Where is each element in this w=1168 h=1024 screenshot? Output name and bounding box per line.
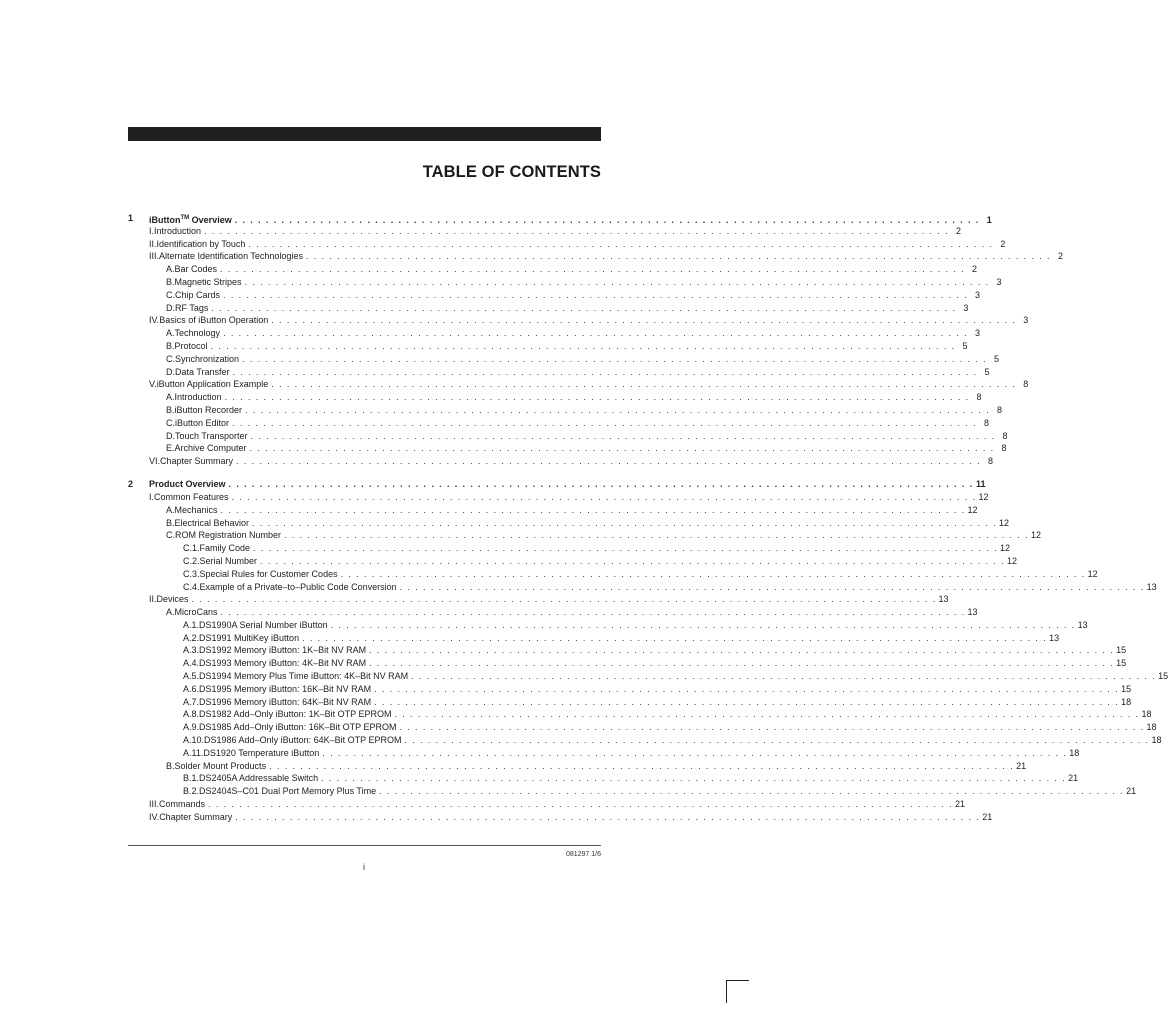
dot-leader: . . . . . . . . . . . . . . . . . . . . . . . . . . . . . . . . . . . . . . . . . . . . . . . . . . . . . . . . . . . . . . . . . . . . . . . . . . . . . . . . . . . . . . . . . . . . . . . . <box>242 353 988 364</box>
toc-entry[interactable] <box>128 683 1132 696</box>
page-ref: 8 <box>997 404 1003 415</box>
entry-label: DS1990A Serial Number iButton <box>199 619 328 630</box>
page-number: i <box>363 862 365 872</box>
dot-leader: . . . . . . . . . . . . . . . . . . . . . . . . . . . . . . . . . . . . . . . . . . . . . . . . . . . . . . . . . . . . . . . . . . . . . . . . . . . . . . . . . . . . . . . . . . . . . . . . <box>232 417 978 428</box>
toc-chapter-row[interactable] <box>128 478 986 491</box>
entry-number: B.2. <box>183 786 200 797</box>
dot-leader: . . . . . . . . . . . . . . . . . . . . . . . . . . . . . . . . . . . . . . . . . . . . . . . . . . . . . . . . . . . . . . . . . . . . . . . . . . . . . . . . . . . . . . . . . . . . . . . . <box>248 238 994 249</box>
page-ref: 12 <box>1007 555 1018 566</box>
page-ref: 15 <box>1121 683 1132 694</box>
chapter-title: Product Overview <box>149 479 226 490</box>
page-ref: 5 <box>962 340 968 351</box>
entry-label: Mechanics <box>174 504 218 515</box>
toc-entry[interactable] <box>128 225 962 238</box>
dot-leader: . . . . . . . . . . . . . . . . . . . . . . . . . . . . . . . . . . . . . . . . . . . . . . . . . . . . . . . . . . . . . . . . . . . . . . . . . . . . . . . . . . . . . . . . . . . . . . . . <box>322 747 1068 758</box>
toc-entry[interactable] <box>128 378 1029 391</box>
entry-label: Data Transfer <box>175 366 230 377</box>
page-ref: 2 <box>972 264 978 275</box>
page-ref: 21 <box>1126 786 1137 797</box>
toc-entry[interactable] <box>128 568 1098 581</box>
entry-number: A.4. <box>183 658 200 669</box>
entry-number: A. <box>166 607 175 618</box>
entry-number: A. <box>166 264 175 275</box>
dot-leader: . . . . . . . . . . . . . . . . . . . . . . . . . . . . . . . . . . . . . . . . . . . . . . . . . . . . . . . . . . . . . . . . . . . . . . . . . . . . . . . . . . . . . . . . . . . . . . . . <box>245 404 991 415</box>
entry-number: II. <box>149 594 157 605</box>
entry-label: DS1982 Add–Only iButton: 1K–Bit OTP EPROM <box>199 709 392 720</box>
entry-number: A.6. <box>183 683 200 694</box>
entry-label: Commands <box>159 799 206 810</box>
toc-entry[interactable] <box>128 289 981 302</box>
toc-entry[interactable] <box>128 314 1029 327</box>
page-ref: 12 <box>999 517 1010 528</box>
entry-number: A.2. <box>183 632 200 643</box>
page-ref: 2 <box>956 225 962 236</box>
dot-leader: . . . . . . . . . . . . . . . . . . . . . . . . . . . . . . . . . . . . . . . . . . . . . . . . . . . . . . . . . . . . . . . . . . . . . . . . . . . . . . . . . . . . . . . . . . . . . . . . <box>271 379 1017 390</box>
entry-label: Example of a Private–to–Public Code Conversion <box>199 581 397 592</box>
table-of-contents <box>128 212 1168 824</box>
chapter-number: 2 <box>128 479 134 490</box>
entry-label: ROM Registration Number <box>175 530 282 541</box>
entry-number: A.5. <box>183 671 200 682</box>
toc-entry[interactable] <box>128 708 1152 721</box>
toc-entry[interactable] <box>128 542 1011 555</box>
page-ref: 2 <box>1057 251 1063 262</box>
page-ref: 18 <box>1151 735 1162 746</box>
page-ref: 12 <box>1031 530 1042 541</box>
dot-leader: . . . . . . . . . . . . . . . . . . . . . . . . . . . . . . . . . . . . . . . . . . . . . . . . . . . . . . . . . . . . . . . . . . . . . . . . . . . . . . . . . . . . . . . . . . . . . . . . <box>236 456 982 467</box>
page-ref: 21 <box>1068 773 1079 784</box>
entry-label: Special Rules for Customer Codes <box>199 568 338 579</box>
toc-entry[interactable] <box>128 430 1008 443</box>
entry-label: Chapter Summary <box>159 811 233 822</box>
entry-label: DS2405A Addressable Switch <box>199 773 319 784</box>
page-ref: 21 <box>1016 760 1027 771</box>
entry-label: Basics of iButton Operation <box>159 315 269 326</box>
entry-label: DS1996 Memory iButton: 64K–Bit NV RAM <box>199 696 372 707</box>
entry-label: iButton Editor <box>175 417 230 428</box>
dot-leader: . . . . . . . . . . . . . . . . . . . . . . . . . . . . . . . . . . . . . . . . . . . . . . . . . . . . . . . . . . . . . . . . . . . . . . . . . . . . . . . . . . . . . . . . . . . . . . . . <box>252 517 998 528</box>
toc-entry[interactable] <box>128 734 1162 747</box>
page-ref: 8 <box>976 392 982 403</box>
dot-leader: . . . . . . . . . . . . . . . . . . . . . . . . . . . . . . . . . . . . . . . . . . . . . . . . . . . . . . . . . . . . . . . . . . . . . . . . . . . . . . . . . . . . . . . . . . . . . . . . <box>250 430 996 441</box>
entry-label: Alternate Identification Technologies <box>159 251 303 262</box>
entry-label: iButton Recorder <box>174 404 243 415</box>
entry-label: Chip Cards <box>175 289 221 300</box>
dot-leader: . . . . . . . . . . . . . . . . . . . . . . . . . . . . . . . . . . . . . . . . . . . . . . . . . . . . . . . . . . . . . . . . . . . . . . . . . . . . . . . . . . . . . . . . . . . . . . . . <box>305 251 1051 262</box>
dot-leader: . . . . . . . . . . . . . . . . . . . . . . . . . . . . . . . . . . . . . . . . . . . . . . . . . . . . . . . . . . . . . . . . . . . . . . . . . . . . . . . . . . . . . . . . . . . . . . . . <box>404 735 1150 746</box>
entry-number: C. <box>166 530 175 541</box>
page-ref: 2 <box>1000 238 1006 249</box>
page-ref: 3 <box>963 302 969 313</box>
dot-leader: . . . . . . . . . . . . . . . . . . . . . . . . . . . . . . . . . . . . . . . . . . . . . . . . . . . . . . . . . . . . . . . . . . . . . . . . . . . . . . . . . . . . . . . . . . . . . . . . <box>231 491 977 502</box>
entry-number: B. <box>166 517 175 528</box>
entry-number: B. <box>166 760 175 771</box>
page-ref: 18 <box>1121 696 1132 707</box>
entry-label: DS1920 Temperature iButton <box>203 747 320 758</box>
dot-leader: . . . . . . . . . . . . . . . . . . . . . . . . . . . . . . . . . . . . . . . . . . . . . . . . . . . . . . . . . . . . . . . . . . . . . . . . . . . . . . . . . . . . . . . . . . . . . . . . <box>302 632 1048 643</box>
entry-number: IV. <box>149 315 160 326</box>
toc-entry[interactable] <box>128 760 1027 773</box>
toc-entry[interactable] <box>128 302 969 315</box>
entry-number: VI. <box>149 456 161 467</box>
entry-number: I. <box>149 225 155 236</box>
entry-number: B. <box>166 404 175 415</box>
dot-leader: . . . . . . . . . . . . . . . . . . . . . . . . . . . . . . . . . . . . . . . . . . . . . . . . . . . . . . . . . . . . . . . . . . . . . . . . . . . . . . . . . . . . . . . . . . . . . . . . <box>330 619 1076 630</box>
entry-number: A. <box>166 504 175 515</box>
entry-number: D. <box>166 302 175 313</box>
page-ref: 13 <box>1146 581 1157 592</box>
page-ref: 18 <box>1069 747 1080 758</box>
entry-number: A.9. <box>183 722 200 733</box>
footer-rule <box>128 845 601 846</box>
toc-entry[interactable] <box>128 555 1018 568</box>
entry-number: I. <box>149 491 155 502</box>
dot-leader: . . . . . . . . . . . . . . . . . . . . . . . . . . . . . . . . . . . . . . . . . . . . . . . . . . . . . . . . . . . . . . . . . . . . . . . . . . . . . . . . . . . . . . . . . . . . . . . . <box>399 722 1145 733</box>
page-ref: 3 <box>996 276 1002 287</box>
toc-entry[interactable] <box>128 366 990 379</box>
toc-entry[interactable] <box>128 250 1063 263</box>
page-ref: 21 <box>982 811 993 822</box>
dot-leader: . . . . . . . . . . . . . . . . . . . . . . . . . . . . . . . . . . . . . . . . . . . . . . . . . . . . . . . . . . . . . . . . . . . . . . . . . . . . . . . . . . . . . . . . . . . . . . . . <box>394 709 1140 720</box>
header-bar <box>128 127 601 141</box>
entry-label: Chapter Summary <box>160 456 234 467</box>
entry-number: C.2. <box>183 555 200 566</box>
page-ref: 15 <box>1116 658 1127 669</box>
page-ref: 3 <box>975 289 981 300</box>
toc-entry[interactable] <box>128 811 993 824</box>
page-ref: 3 <box>1023 315 1029 326</box>
page-ref: 12 <box>1000 543 1011 554</box>
dot-leader: . . . . . . . . . . . . . . . . . . . . . . . . . . . . . . . . . . . . . . . . . . . . . . . . . . . . . . . . . . . . . . . . . . . . . . . . . . . . . . . . . . . . . . . . . . . . . . . . <box>369 645 1115 656</box>
toc-entry[interactable] <box>128 391 982 404</box>
page-ref: 15 <box>1116 645 1127 656</box>
entry-number: C. <box>166 417 175 428</box>
entry-label: RF Tags <box>175 302 209 313</box>
entry-label: Devices <box>156 594 189 605</box>
dot-leader: . . . . . . . . . . . . . . . . . . . . . . . . . . . . . . . . . . . . . . . . . . . . . . . . . . . . . . . . . . . . . . . . . . . . . . . . . . . . . . . . . . . . . . . . . . . . . . . . <box>223 289 969 300</box>
dot-leader: . . . . . . . . . . . . . . . . . . . . . . . . . . . . . . . . . . . . . . . . . . . . . . . . . . . . . . . . . . . . . . . . . . . . . . . . . . . . . . . . . . . . . . . . . . . . . . . . <box>253 543 999 554</box>
dot-leader: . . . . . . . . . . . . . . . . . . . . . . . . . . . . . . . . . . . . . . . . . . . . . . . . . . . . . . . . . . . . . . . . . . . . . . . . . . . . . . . . . . . . . . . . . . . . . . . . <box>211 302 957 313</box>
entry-label: DS1985 Add–Only iButton: 16K–Bit OTP EPROM <box>199 722 397 733</box>
page-ref: 5 <box>994 353 1000 364</box>
crop-mark-icon <box>726 980 749 1003</box>
entry-number: III. <box>149 251 160 262</box>
toc-entry[interactable] <box>128 798 966 811</box>
page-ref: 12 <box>1087 568 1098 579</box>
entry-number: C. <box>166 353 175 364</box>
entry-label: DS2404S–C01 Dual Port Memory Plus Time <box>199 786 377 797</box>
entry-label: DS1994 Memory Plus Time iButton: 4K–Bit NV RAM <box>199 671 409 682</box>
entry-number: C.3. <box>183 568 200 579</box>
page-ref: 12 <box>967 504 978 515</box>
dot-leader: . . . . . . . . . . . . . . . . . . . . . . . . . . . . . . . . . . . . . . . . . . . . . . . . . . . . . . . . . . . . . . . . . . . . . . . . . . . . . . . . . . . . . . . . . . . . . . . . <box>269 760 1015 771</box>
entry-number: A. <box>166 328 175 339</box>
toc-entry[interactable] <box>128 340 968 353</box>
entry-number: A.3. <box>183 645 200 656</box>
entry-number: D. <box>166 366 175 377</box>
entry-label: Archive Computer <box>174 443 247 454</box>
entry-label: DS1986 Add–Only iButton: 64K–Bit OTP EPROM <box>204 735 402 746</box>
toc-entry[interactable] <box>128 606 978 619</box>
chapter-title: iButton™ Overview <box>149 215 232 225</box>
entry-label: DS1992 Memory iButton: 1K–Bit NV RAM <box>199 645 367 656</box>
document-code: 081297 1/6 <box>565 851 601 858</box>
entry-label: MicroCans <box>174 607 218 618</box>
entry-number: C.1. <box>183 543 200 554</box>
toc-entry[interactable] <box>128 529 1042 542</box>
entry-label: Family Code <box>199 543 251 554</box>
page-ref: 8 <box>1001 443 1007 454</box>
toc-entry[interactable] <box>128 657 1127 670</box>
dot-leader: . . . . . . . . . . . . . . . . . . . . . . . . . . . . . . . . . . . . . . . . . . . . . . . . . . . . . . . . . . . . . . . . . . . . . . . . . . . . . . . . . . . . . . . . . . . . . . . . <box>399 581 1145 592</box>
entry-label: DS1995 Memory iButton: 16K–Bit NV RAM <box>199 683 372 694</box>
page-ref: 8 <box>988 456 994 467</box>
toc-entry[interactable] <box>128 276 1002 289</box>
entry-number: C.4. <box>183 581 200 592</box>
page-ref: 8 <box>1023 379 1029 390</box>
page-ref: 11 <box>976 479 986 490</box>
dot-leader: . . . . . . . . . . . . . . . . . . . . . . . . . . . . . . . . . . . . . . . . . . . . . . . . . . . . . . . . . . . . . . . . . . . . . . . . . . . . . . . . . . . . . . . . . . . . . . . . <box>232 366 978 377</box>
toc-entry[interactable] <box>128 455 994 468</box>
toc-entry[interactable] <box>128 747 1080 760</box>
toc-entry[interactable] <box>128 632 1060 645</box>
dot-leader: . . . . . . . . . . . . . . . . . . . . . . . . . . . . . . . . . . . . . . . . . . . . . . . . . . . . . . . . . . . . . . . . . . . . . . . . . . . . . . . . . . . . . . . . . . . . . . . . <box>223 328 969 339</box>
entry-label: Synchronization <box>175 353 240 364</box>
page-ref: 18 <box>1141 709 1152 720</box>
page-ref: 13 <box>1077 619 1088 630</box>
entry-label: Magnetic Stripes <box>174 276 242 287</box>
toc-entry[interactable] <box>128 785 1137 798</box>
entry-number: D. <box>166 430 175 441</box>
toc-entry[interactable] <box>128 772 1079 785</box>
entry-label: Introduction <box>174 392 222 403</box>
dot-leader: . . . . . . . . . . . . . . . . . . . . . . . . . . . . . . . . . . . . . . . . . . . . . . . . . . . . . . . . . . . . . . . . . . . . . . . . . . . . . . . . . . . . . . . . . . . . . . . . <box>191 594 937 605</box>
toc-entry[interactable] <box>128 670 1168 683</box>
entry-number: A.11. <box>183 747 204 758</box>
entry-number: B.1. <box>183 773 200 784</box>
page-ref: 13 <box>1049 632 1060 643</box>
dot-leader: . . . . . . . . . . . . . . . . . . . . . . . . . . . . . . . . . . . . . . . . . . . . . . . . . . . . . . . . . . . . . . . . . . . . . . . . . . . . . . . . . . . . . . . . . . . . . . . . <box>244 276 990 287</box>
dot-leader: . . . . . . . . . . . . . . . . . . . . . . . . . . . . . . . . . . . . . . . . . . . . . . . . . . . . . . . . . . . . . . . . . . . . . . . . . . . . . . . . . . . . . . . . . . . . . . . . <box>379 786 1125 797</box>
dot-leader: . . . . . . . . . . . . . . . . . . . . . . . . . . . . . . . . . . . . . . . . . . . . . . . . . . . . . . . . . . . . . . . . . . . . . . . . . . . . . . . . . . . . . . . . . . . . . . . . <box>340 568 1086 579</box>
entry-number: V. <box>149 379 157 390</box>
chapter-number: 1 <box>128 213 134 223</box>
page-ref: 15 <box>1158 671 1168 682</box>
dot-leader: . . . . . . . . . . . . . . . . . . . . . . . . . . . . . . . . . . . . . . . . . . . . . . . . . . . . . . . . . . . . . . . . . . . . . . . . . . . . . . . . . . . . . . . . . . . . . . . . <box>204 225 950 236</box>
dot-leader: . . . . . . . . . . . . . . . . . . . . . . . . . . . . . . . . . . . . . . . . . . . . . . . . . . . . . . . . . . . . . . . . . . . . . . . . . . . . . . . . . . . . . . . . . . . . . . . . <box>260 555 1006 566</box>
entry-label: Touch Transporter <box>175 430 248 441</box>
dot-leader: . . . . . . . . . . . . . . . . . . . . . . . . . . . . . . . . . . . . . . . . . . . . . . . . . . . . . . . . . . . . . . . . . . . . . . . . . . . . . . . . . . . . . . . . . . . . . . . . <box>374 683 1120 694</box>
entry-label: Serial Number <box>199 555 258 566</box>
page-ref: 5 <box>984 366 990 377</box>
page-ref: 8 <box>1002 430 1008 441</box>
page-title: TABLE OF CONTENTS <box>422 163 601 181</box>
dot-leader: . . . . . . . . . . . . . . . . . . . . . . . . . . . . . . . . . . . . . . . . . . . . . . . . . . . . . . . . . . . . . . . . . . . . . . . . . . . . . . . . . . . . . . . . . . . . . . . . <box>411 671 1157 682</box>
entry-number: A.8. <box>183 709 200 720</box>
entry-number: A.1. <box>183 619 200 630</box>
toc-entry[interactable] <box>128 696 1132 709</box>
entry-label: Protocol <box>174 340 208 351</box>
page-ref: 21 <box>955 799 966 810</box>
trademark-mark: TM <box>180 215 190 221</box>
entry-number: A.10. <box>183 735 205 746</box>
entry-number: E. <box>166 443 175 454</box>
toc-entry[interactable] <box>128 327 981 340</box>
dot-leader: . . . . . . . . . . . . . . . . . . . . . . . . . . . . . . . . . . . . . . . . . . . . . . . . . . . . . . . . . . . . . . . . . . . . . . . . . . . . . . . . . . . . . . . . . . . . . . . . <box>220 264 966 275</box>
entry-number: A. <box>166 392 175 403</box>
toc-entry[interactable] <box>128 504 978 517</box>
toc-entry[interactable] <box>128 517 1010 530</box>
entry-number: A.7. <box>183 696 200 707</box>
dot-leader: . . . . . . . . . . . . . . . . . . . . . . . . . . . . . . . . . . . . . . . . . . . . . . . . . . . . . . . . . . . . . . . . . . . . . . . . . . . . . . . . . . . . . . . . . . . . . . . . <box>210 340 956 351</box>
entry-label: Electrical Behavior <box>174 517 250 528</box>
toc-entry[interactable] <box>128 619 1088 632</box>
entry-label: DS1991 MultiKey iButton <box>199 632 300 643</box>
toc-entry[interactable] <box>128 593 949 606</box>
page-ref: 13 <box>967 607 978 618</box>
entry-label: Identification by Touch <box>156 238 246 249</box>
entry-number: III. <box>149 799 160 810</box>
entry-label: Common Features <box>154 491 229 502</box>
dot-leader: . . . . . . . . . . . . . . . . . . . . . . . . . . . . . . . . . . . . . . . . . . . . . . . . . . . . . . . . . . . . . . . . . . . . . . . . . . . . . . . . . . . . . . . . . . . . . . . . <box>220 607 966 618</box>
dot-leader: . . . . . . . . . . . . . . . . . . . . . . . . . . . . . . . . . . . . . . . . . . . . . . . . . . . . . . . . . . . . . . . . . . . . . . . . . . . . . . . . . . . . . . . . . . . . . . . . <box>234 215 980 225</box>
entry-number: II. <box>149 238 157 249</box>
dot-leader: . . . . . . . . . . . . . . . . . . . . . . . . . . . . . . . . . . . . . . . . . . . . . . . . . . . . . . . . . . . . . . . . . . . . . . . . . . . . . . . . . . . . . . . . . . . . . . . . <box>271 315 1017 326</box>
toc-entry[interactable] <box>128 353 1000 366</box>
toc-entry[interactable] <box>128 581 1157 594</box>
dot-leader: . . . . . . . . . . . . . . . . . . . . . . . . . . . . . . . . . . . . . . . . . . . . . . . . . . . . . . . . . . . . . . . . . . . . . . . . . . . . . . . . . . . . . . . . . . . . . . . . <box>228 479 974 490</box>
entry-label: iButton Application Example <box>156 379 269 390</box>
toc-entry[interactable] <box>128 491 989 504</box>
entry-label: DS1993 Memory iButton: 4K–Bit NV RAM <box>199 658 367 669</box>
dot-leader: . . . . . . . . . . . . . . . . . . . . . . . . . . . . . . . . . . . . . . . . . . . . . . . . . . . . . . . . . . . . . . . . . . . . . . . . . . . . . . . . . . . . . . . . . . . . . . . . <box>220 504 966 515</box>
page-ref: 12 <box>978 491 989 502</box>
dot-leader: . . . . . . . . . . . . . . . . . . . . . . . . . . . . . . . . . . . . . . . . . . . . . . . . . . . . . . . . . . . . . . . . . . . . . . . . . . . . . . . . . . . . . . . . . . . . . . . . <box>224 392 970 403</box>
page-ref: 8 <box>984 417 990 428</box>
toc-entry[interactable] <box>128 442 1007 455</box>
toc-entry[interactable] <box>128 721 1157 734</box>
entry-label: Technology <box>174 328 221 339</box>
entry-label: Introduction <box>154 225 202 236</box>
dot-leader: . . . . . . . . . . . . . . . . . . . . . . . . . . . . . . . . . . . . . . . . . . . . . . . . . . . . . . . . . . . . . . . . . . . . . . . . . . . . . . . . . . . . . . . . . . . . . . . . <box>284 530 1030 541</box>
dot-leader: . . . . . . . . . . . . . . . . . . . . . . . . . . . . . . . . . . . . . . . . . . . . . . . . . . . . . . . . . . . . . . . . . . . . . . . . . . . . . . . . . . . . . . . . . . . . . . . . <box>369 658 1115 669</box>
page-ref: 18 <box>1146 722 1157 733</box>
toc-entry[interactable] <box>128 417 990 430</box>
dot-leader: . . . . . . . . . . . . . . . . . . . . . . . . . . . . . . . . . . . . . . . . . . . . . . . . . . . . . . . . . . . . . . . . . . . . . . . . . . . . . . . . . . . . . . . . . . . . . . . . <box>374 696 1120 707</box>
entry-number: B. <box>166 276 175 287</box>
entry-label: Bar Codes <box>174 264 218 275</box>
entry-number: IV. <box>149 811 160 822</box>
page-ref: 1 <box>986 215 992 225</box>
toc-entry[interactable] <box>128 238 1006 251</box>
toc-chapter-row[interactable] <box>128 212 992 225</box>
dot-leader: . . . . . . . . . . . . . . . . . . . . . . . . . . . . . . . . . . . . . . . . . . . . . . . . . . . . . . . . . . . . . . . . . . . . . . . . . . . . . . . . . . . . . . . . . . . . . . . . <box>208 799 954 810</box>
entry-number: B. <box>166 340 175 351</box>
dot-leader: . . . . . . . . . . . . . . . . . . . . . . . . . . . . . . . . . . . . . . . . . . . . . . . . . . . . . . . . . . . . . . . . . . . . . . . . . . . . . . . . . . . . . . . . . . . . . . . . <box>235 811 981 822</box>
page-ref: 3 <box>975 328 981 339</box>
toc-entry[interactable] <box>128 263 978 276</box>
toc-entry[interactable] <box>128 644 1127 657</box>
toc-entry[interactable] <box>128 404 1003 417</box>
entry-label: Solder Mount Products <box>174 760 267 771</box>
entry-number: C. <box>166 289 175 300</box>
page-ref: 13 <box>938 594 949 605</box>
dot-leader: . . . . . . . . . . . . . . . . . . . . . . . . . . . . . . . . . . . . . . . . . . . . . . . . . . . . . . . . . . . . . . . . . . . . . . . . . . . . . . . . . . . . . . . . . . . . . . . . <box>321 773 1067 784</box>
dot-leader: . . . . . . . . . . . . . . . . . . . . . . . . . . . . . . . . . . . . . . . . . . . . . . . . . . . . . . . . . . . . . . . . . . . . . . . . . . . . . . . . . . . . . . . . . . . . . . . . <box>249 443 995 454</box>
